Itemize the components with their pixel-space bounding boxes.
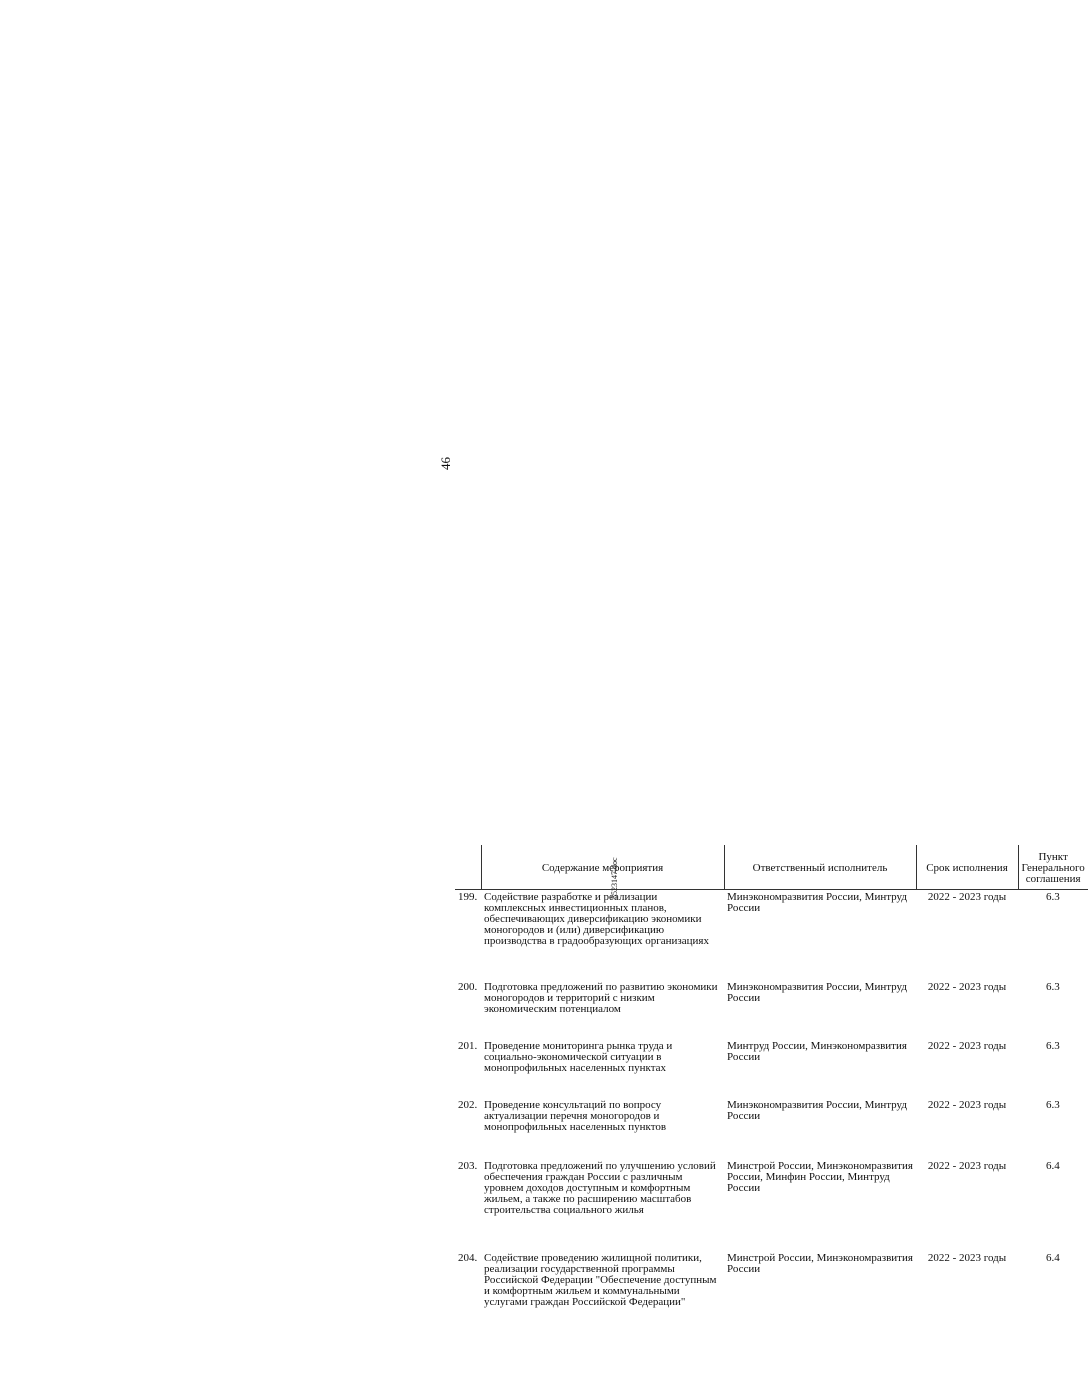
row-number: 200. <box>458 981 478 993</box>
table-row <box>455 1098 1088 1159</box>
row-number: 204. <box>458 1252 478 1264</box>
row-number: 201. <box>458 1040 478 1052</box>
row-executor: Минэкономразвития России, Минтруд России <box>727 891 907 914</box>
row-deadline: 2022 - 2023 годы <box>927 1160 1007 1172</box>
row-content: Подготовка предложений по развитию экономики моногородов и территорий с низким экономическим потенциалом <box>484 981 718 1015</box>
row-clause: 6.3 <box>1046 891 1060 903</box>
row-deadline: 2022 - 2023 годы <box>927 1252 1007 1264</box>
row-deadline: 2022 - 2023 годы <box>927 1099 1007 1111</box>
table-row <box>455 890 1088 981</box>
table-row <box>455 1251 1088 1381</box>
table-row <box>455 1039 1088 1098</box>
row-executor: Минэкономразвития России, Минтруд России <box>727 981 907 1004</box>
row-clause: 6.4 <box>1046 1252 1060 1264</box>
row-clause: 6.3 <box>1046 1099 1060 1111</box>
row-content: Подготовка предложений по улучшению условий обеспечения граждан России с различным уровнем доходов доступным и комфортным жильем, а также по расширению масштабов строительства социального жилья <box>484 1160 716 1216</box>
page-number: 46 <box>438 457 453 470</box>
row-executor: Минэкономразвития России, Минтруд России <box>727 1099 907 1122</box>
row-executor: Минстрой России, Минэкономразвития России <box>727 1252 913 1275</box>
row-number: 203. <box>458 1160 478 1172</box>
row-deadline: 2022 - 2023 годы <box>927 891 1007 903</box>
row-number: 202. <box>458 1099 478 1111</box>
row-number: 199. <box>458 891 478 903</box>
row-content: Содействие проведению жилищной политики, реализации государственной программы Российской Федерации "Обеспечение доступным и комфортным жильем и коммунальными услугами граждан Российской Федерации" <box>484 1252 717 1308</box>
header-executor: Ответственный исполнитель <box>724 845 916 890</box>
row-clause: 6.3 <box>1046 1040 1060 1052</box>
header-number <box>455 845 481 890</box>
row-executor: Минстрой России, Минэкономразвития России, Минфин России, Минтруд России <box>727 1160 913 1194</box>
table-row <box>455 1159 1088 1251</box>
row-content: Проведение консультаций по вопросу актуализации перечня моногородов и монопрофильных населенных пунктов <box>484 1099 667 1133</box>
header-deadline: Срок исполнения <box>916 845 1018 890</box>
row-executor: Минтруд России, Минэкономразвития России <box>727 1040 907 1063</box>
header-content: Содержание мероприятия <box>481 845 724 890</box>
document-code: 5523147.doc <box>610 857 619 899</box>
row-content: Содействие разработке и реализации комплексных инвестиционных планов, обеспечивающих диверсификацию экономики моногородов и (или) диверсификацию производства в градообразующих организациях <box>484 891 709 947</box>
measures-table <box>455 845 1088 1381</box>
row-content: Проведение мониторинга рынка труда и социально-экономической ситуации в монопрофильных населенных пунктах <box>484 1040 673 1074</box>
row-clause: 6.4 <box>1046 1160 1060 1172</box>
table-header-row <box>455 845 1088 890</box>
row-deadline: 2022 - 2023 годы <box>927 981 1007 993</box>
row-deadline: 2022 - 2023 годы <box>927 1040 1007 1052</box>
row-clause: 6.3 <box>1046 981 1060 993</box>
table-row <box>455 980 1088 1039</box>
header-clause: Пункт Генерального соглашения <box>1018 845 1088 890</box>
